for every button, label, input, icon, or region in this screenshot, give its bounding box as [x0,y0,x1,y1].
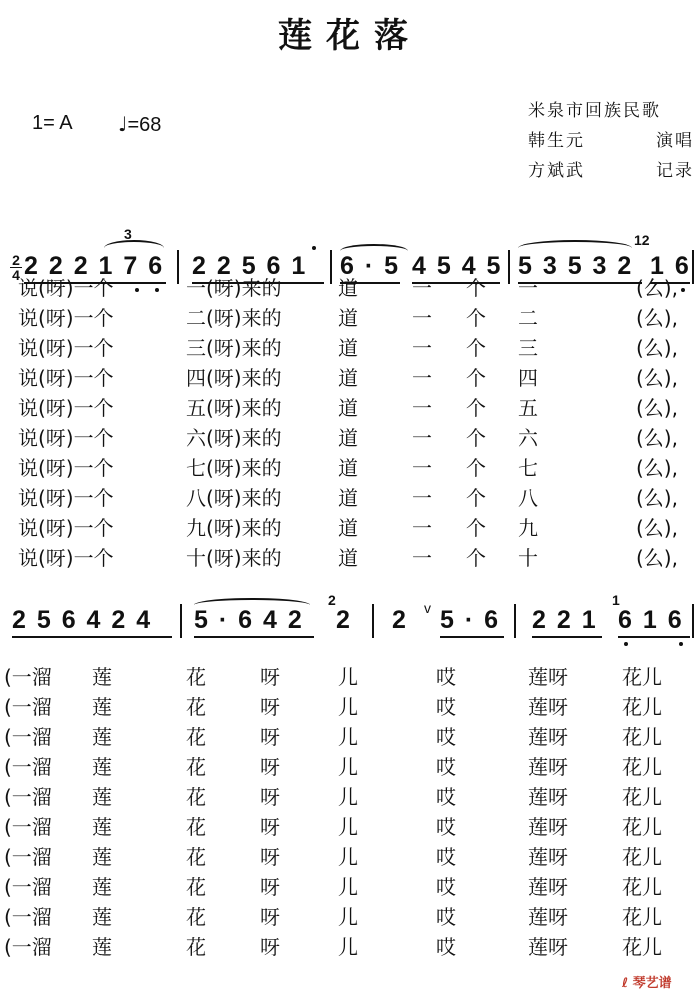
lyric-row [0,871,700,901]
key-signature: 1= A [32,112,73,134]
lyric-word: 儿 [338,695,358,719]
lyric-word: 呀 [260,785,280,809]
lyric-row [0,392,700,422]
measure-3-notes: 6 · 5 [340,252,401,280]
lyric-word: 个 [466,336,486,360]
lyric-word: 九(呀)来的 [186,516,282,540]
lyric-word: 哎 [436,755,456,779]
measure-6-notes: 5 · 6 4 2 [194,606,304,634]
lyric-row [0,751,700,781]
breath-mark: v [424,600,431,616]
lyric-word: 个 [466,486,486,510]
lyric-row [0,482,700,512]
lyric-word: 莲呀 [528,845,568,869]
lyric-word: 莲 [92,755,112,779]
credit-row [528,96,694,126]
lyric-word: 莲呀 [528,785,568,809]
lyric-word: 七(呀)来的 [186,456,282,480]
lyric-word: 一 [518,276,538,300]
lyric-word: 道 [338,366,358,390]
barline [180,604,182,638]
barline [692,604,694,638]
tempo-value: =68 [127,114,162,136]
beam-line [12,636,172,638]
low-octave-dot [679,642,683,646]
lyric-word: 三(呀)来的 [186,336,282,360]
lyric-word: 花 [186,845,206,869]
lyric-word: (一溜 [4,875,52,899]
lyric-word: 呀 [260,875,280,899]
lyric-word: 莲呀 [528,755,568,779]
lyric-word: (么), [636,426,678,450]
lyric-word: (一溜 [4,785,52,809]
lyric-word: 哎 [436,785,456,809]
watermark-logo [622,972,672,991]
lyric-word: (一溜 [4,725,52,749]
lyric-row [0,841,700,871]
lyric-word: 呀 [260,665,280,689]
lyric-word: 莲 [92,845,112,869]
measure-1-notes: 2 2 2 1 7 6 [24,252,165,280]
measure-8-notes: 2 2 1 [532,606,598,634]
lyric-word: 花儿 [622,665,662,689]
lyric-word: 四(呀)来的 [186,366,282,390]
high-octave-dot [312,246,316,250]
lyric-word: 莲呀 [528,695,568,719]
lyric-word: 莲 [92,785,112,809]
lyric-word: (一溜 [4,815,52,839]
lyric-word: 莲呀 [528,725,568,749]
lyric-word: 莲呀 [528,815,568,839]
barline [514,604,516,638]
measure-4b-notes: 1 6 [650,252,691,280]
lyric-word: 花 [186,785,206,809]
lyric-word: 个 [466,366,486,390]
song-title: 莲花落 [278,16,422,56]
lyric-word: 儿 [338,875,358,899]
lyric-row [0,901,700,931]
lyric-word: 莲 [92,815,112,839]
lyric-word: 二 [518,306,538,330]
beam-line [618,636,690,638]
lyric-word: (一溜 [4,695,52,719]
lyric-word: 说(呀)一个 [18,546,114,570]
lyric-word: 儿 [338,665,358,689]
lyric-word: 道 [338,516,358,540]
lyric-word: 六(呀)来的 [186,426,282,450]
lyric-word: (么), [636,456,678,480]
time-signature-top: 2 [12,252,20,268]
lyric-word: 说(呀)一个 [18,516,114,540]
measure-6b-notes: 2 [336,606,352,634]
lyric-word: 说(呀)一个 [18,486,114,510]
quarter-note-icon: ♩ [118,112,128,136]
lyric-word: 莲呀 [528,935,568,959]
lyric-word: 哎 [436,875,456,899]
lyric-word: 一 [412,306,432,330]
lyric-word: 说(呀)一个 [18,426,114,450]
beam-line [532,636,602,638]
lyric-word: 道 [338,456,358,480]
lyric-word: (么), [636,336,678,360]
lyric-word: 花儿 [622,845,662,869]
lyric-row [0,512,700,542]
lyric-word: (一溜 [4,665,52,689]
credit-role: 演唱 [656,131,694,151]
lyric-word: 花儿 [622,815,662,839]
lyric-word: 六 [518,426,538,450]
credit-name: 韩生元 [528,131,585,151]
lyric-word: 四 [518,366,538,390]
lyric-word: 个 [466,516,486,540]
lyric-word: 一 [412,486,432,510]
lyric-word: 个 [466,456,486,480]
measure-5-notes: 2 5 6 4 2 4 [12,606,153,634]
beam-line [194,636,314,638]
lyric-word: 一 [412,516,432,540]
lyric-word: 七 [518,456,538,480]
lyric-word: 儿 [338,815,358,839]
lyric-row [0,272,700,302]
lyric-word: 一 [412,456,432,480]
lyric-row [0,422,700,452]
lyric-word: 莲 [92,695,112,719]
grace-note-mark: 2 [328,592,336,608]
low-octave-dot [624,642,628,646]
lyric-word: 二(呀)来的 [186,306,282,330]
lyric-word: 儿 [338,935,358,959]
lyric-word: 说(呀)一个 [18,276,114,300]
lyric-word: 三 [518,336,538,360]
lyric-word: (么), [636,546,678,570]
lyric-word: (么), [636,276,678,300]
lyric-word: 儿 [338,905,358,929]
lyric-word: 一(呀)来的 [186,276,282,300]
lyric-word: 儿 [338,845,358,869]
lyric-word: 花 [186,905,206,929]
lyric-word: 说(呀)一个 [18,306,114,330]
lyric-word: 八 [518,486,538,510]
lyric-word: (么), [636,486,678,510]
lyric-word: 花 [186,755,206,779]
credit-row [528,156,694,186]
credits-block [528,96,694,186]
lyric-row [0,811,700,841]
lyric-word: 呀 [260,755,280,779]
slur [340,244,408,258]
lyric-row [0,931,700,961]
lyric-word: 花 [186,815,206,839]
lyric-word: 个 [466,546,486,570]
lyric-word: 个 [466,306,486,330]
triplet-slur [104,240,164,256]
lyric-word: 呀 [260,905,280,929]
lyric-word: 说(呀)一个 [18,366,114,390]
lyric-word: 五(呀)来的 [186,396,282,420]
lyric-word: 莲呀 [528,665,568,689]
lyric-word: 哎 [436,815,456,839]
measure-2-notes: 2 2 5 6 1 [192,252,308,280]
lyric-row [0,691,700,721]
lyric-word: 花儿 [622,695,662,719]
lyric-word: 五 [518,396,538,420]
lyric-word: (么), [636,516,678,540]
lyric-word: 一 [412,546,432,570]
lyric-word: 儿 [338,755,358,779]
lyric-row [0,661,700,691]
lyric-word: (么), [636,396,678,420]
lyric-word: 道 [338,276,358,300]
lyric-word: 道 [338,486,358,510]
lyric-word: 花儿 [622,755,662,779]
barline [372,604,374,638]
lyric-word: 个 [466,396,486,420]
lyric-word: (么), [636,366,678,390]
lyric-word: 九 [518,516,538,540]
logo-text: 琴艺谱 [632,976,672,991]
lyric-word: 呀 [260,935,280,959]
lyric-word: 哎 [436,725,456,749]
lyric-word: 莲 [92,725,112,749]
time-signature-bottom: 4 [10,267,22,282]
lyric-word: (一溜 [4,845,52,869]
lyric-word: 花儿 [622,875,662,899]
lyric-word: 儿 [338,785,358,809]
tempo-marking [118,112,161,137]
lyrics-block-2 [0,661,700,961]
lyric-word: 花 [186,725,206,749]
lyric-word: (么), [636,306,678,330]
lyric-word: 儿 [338,725,358,749]
lyric-row [0,721,700,751]
lyric-word: 呀 [260,695,280,719]
lyric-word: 花 [186,695,206,719]
credit-name: 方斌武 [528,161,585,181]
lyric-row [0,302,700,332]
lyric-word: 哎 [436,905,456,929]
lyric-word: 说(呀)一个 [18,456,114,480]
lyric-word: 一 [412,276,432,300]
lyric-word: (一溜 [4,905,52,929]
lyric-word: 一 [412,336,432,360]
lyric-row [0,542,700,572]
lyric-word: 说(呀)一个 [18,396,114,420]
lyric-word: 呀 [260,845,280,869]
lyric-word: 莲 [92,665,112,689]
lyric-word: 哎 [436,695,456,719]
lyric-word: 花 [186,875,206,899]
lyric-word: (一溜 [4,755,52,779]
lyric-word: 哎 [436,935,456,959]
credit-name: 米泉市回族民歌 [528,101,661,121]
slur [518,240,632,256]
grace-note-mark: 12 [634,232,650,248]
lyric-word: 莲 [92,875,112,899]
lyric-word: 莲 [92,905,112,929]
lyric-word: (一溜 [4,935,52,959]
lyric-word: 道 [338,306,358,330]
lyric-word: 个 [466,276,486,300]
credit-row [528,126,694,156]
lyric-word: 说(呀)一个 [18,336,114,360]
lyric-row [0,452,700,482]
lyric-word: 莲呀 [528,875,568,899]
lyric-word: 道 [338,426,358,450]
measure-4-notes: 5 3 5 3 2 [518,252,634,280]
lyric-word: 花儿 [622,905,662,929]
measure-8b-notes: 6 1 6 [618,606,684,634]
lyric-word: 八(呀)来的 [186,486,282,510]
logo-icon: ℓ [622,976,633,991]
lyric-word: 一 [412,426,432,450]
lyric-word: 十(呀)来的 [186,546,282,570]
lyric-word: 花儿 [622,725,662,749]
lyric-word: 道 [338,546,358,570]
grace-note-mark: 1 [612,592,620,608]
lyric-word: 呀 [260,725,280,749]
lyrics-block-1 [0,272,700,572]
lyric-word: 花儿 [622,785,662,809]
lyric-word: 一 [412,366,432,390]
lyric-word: 莲 [92,935,112,959]
lyric-word: 哎 [436,845,456,869]
slur [194,598,310,612]
lyric-word: 一 [412,396,432,420]
lyric-row [0,362,700,392]
lyric-row [0,332,700,362]
measure-7b-notes: 5 · 6 [440,606,501,634]
beam-line [440,636,504,638]
lyric-word: 花儿 [622,935,662,959]
lyric-word: 道 [338,396,358,420]
lyric-word: 花 [186,935,206,959]
measure-7-notes: 2 [392,606,408,634]
lyric-word: 道 [338,336,358,360]
measure-3b-notes: 4 5 4 5 [412,252,503,280]
triplet-mark: 3 [124,226,132,242]
lyric-row [0,781,700,811]
lyric-word: 呀 [260,815,280,839]
lyric-word: 十 [518,546,538,570]
lyric-word: 哎 [436,665,456,689]
lyric-word: 个 [466,426,486,450]
lyric-word: 花 [186,665,206,689]
lyric-word: 莲呀 [528,905,568,929]
credit-role: 记录 [656,161,694,181]
